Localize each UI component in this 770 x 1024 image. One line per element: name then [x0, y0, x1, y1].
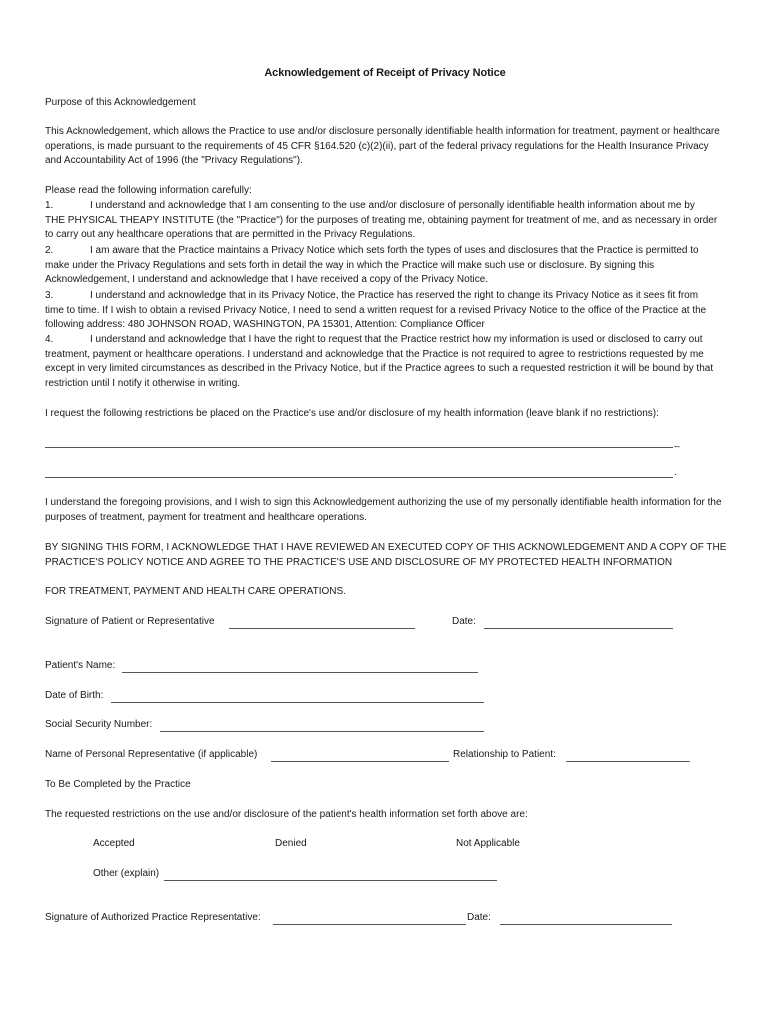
restrictions-request-text: I request the following restrictions be placed on the Practice's use and/or disclosure of my health information (leave blank if no restrictions): [45, 408, 659, 419]
item-rest: THE PHYSICAL THEAPY INSTITUTE (the "Practice") for the purposes of treating me, obtaining payment for treatment of me, and as necessary in order to carry out any healthcare operations that are permitted in the Privacy Regulations. [45, 214, 718, 240]
auth-date-label: Date: [467, 912, 491, 923]
auth-date-line[interactable] [500, 924, 672, 925]
option-not-applicable[interactable]: Not Applicable [456, 838, 520, 849]
item-rest: make under the Privacy Regulations and sets forth in detail the way in which the Practice will make such use or disclosure. By signing this Acknowledgement, I understand and acknowledge that I have received a copy of the Privacy Notice. [45, 259, 655, 285]
caps-statement: BY SIGNING THIS FORM, I ACKNOWLEDGE THAT I HAVE REVIEWED AN EXECUTED COPY OF THIS ACKNOWLEDGEMENT AND A COPY OF THE PRACTICE'S POLICY NOTICE AND AGREE TO THE PRACTICE'S USE AND DISCLOSURE OF MY PROTECTED HEALTH INFORMATION [45, 542, 727, 568]
restrictions-line-2[interactable] [45, 477, 673, 478]
patient-name-line[interactable] [122, 672, 478, 673]
intro-paragraph: This Acknowledgement, which allows the Practice to use and/or disclosure personally identifiable health information for treatment, payment or healthcare operations, is made pursuant to the requirements of 45 CFR §164.520 (c)(2)(ii), part of the federal privacy regulations for the Health Insurance Privacy and Accountability Act of 1996 (the "Privacy Regulations"). [45, 126, 720, 166]
acknowledgement-item-1 [45, 199, 725, 243]
auth-signature-line[interactable] [273, 924, 466, 925]
ssn-label: Social Security Number: [45, 719, 153, 730]
acknowledgement-item-4 [45, 333, 725, 391]
item-first-line: I understand and acknowledge that I have the right to request that the Practice restrict how my information is used or disclosed to carry out [90, 334, 703, 345]
auth-signature-label: Signature of Authorized Practice Representative: [45, 912, 261, 923]
item-first-line: I understand and acknowledge that in its Privacy Notice, the Practice has reserved the right to change its Privacy Notice as it sees fit from [90, 290, 699, 301]
item-first-line: I understand and acknowledge that I am consenting to the use and/or disclosure of personally identifiable health information about me by [90, 200, 695, 211]
other-explain-line[interactable] [164, 880, 497, 881]
acknowledgement-item-3 [45, 289, 725, 333]
date-label: Date: [452, 616, 476, 627]
practice-section-heading: To Be Completed by the Practice [45, 779, 191, 790]
relationship-label: Relationship to Patient: [453, 749, 556, 760]
restrictions-line-2-end: . [674, 467, 677, 478]
dob-line[interactable] [111, 702, 484, 703]
signature-line[interactable] [229, 628, 415, 629]
option-accepted[interactable]: Accepted [93, 838, 135, 849]
rep-name-label: Name of Personal Representative (if applicable) [45, 749, 258, 760]
signature-label: Signature of Patient or Representative [45, 616, 215, 627]
ssn-line[interactable] [160, 731, 484, 732]
item-number: 4. [45, 334, 54, 345]
restrictions-line-1-end: _ [674, 437, 680, 448]
read-carefully-text: Please read the following information carefully: [45, 185, 252, 196]
date-line[interactable] [484, 628, 673, 629]
page-title: Acknowledgement of Receipt of Privacy Notice [264, 67, 506, 79]
item-rest: treatment, payment or healthcare operations. I understand and acknowledge that the Practice is not required to agree to restrictions requested by me except in very limited circumstances as described in the Privacy Notice, but if the Practice agrees to such a requested restriction it will be bound by that restriction until I notify it otherwise in writing. [45, 348, 714, 389]
item-number: 3. [45, 290, 54, 301]
item-first-line: I am aware that the Practice maintains a Privacy Notice which sets forth the types of uses and disclosures that the Practice is permitted to [90, 245, 699, 256]
requested-restrictions-text: The requested restrictions on the use and/or disclosure of the patient's health information set forth above are: [45, 809, 528, 820]
item-rest: time to time. If I wish to obtain a revised Privacy Notice, I need to send a written request for a revised Privacy Notice to the office of the Practice at the following address: 480 JOHNSON ROAD, WASHINGTON, PA 15301, Attention: Compliance Officer [45, 304, 707, 330]
understand-paragraph: I understand the foregoing provisions, and I wish to sign this Acknowledgement authorizing the use of my personally identifiable health information for the purposes of treatment, payment for treatment and healthcare operations. [45, 497, 722, 523]
caps-statement-2: FOR TREATMENT, PAYMENT AND HEALTH CARE OPERATIONS. [45, 586, 346, 597]
acknowledgement-item-2 [45, 244, 725, 288]
other-explain-label: Other (explain) [93, 868, 160, 879]
rep-name-line[interactable] [271, 761, 449, 762]
option-denied[interactable]: Denied [275, 838, 307, 849]
purpose-heading: Purpose of this Acknowledgement [45, 97, 196, 108]
item-number: 2. [45, 245, 54, 256]
dob-label: Date of Birth: [45, 690, 104, 701]
item-number: 1. [45, 200, 54, 211]
patient-name-label: Patient's Name: [45, 660, 116, 671]
relationship-line[interactable] [566, 761, 690, 762]
restrictions-line-1[interactable] [45, 447, 673, 448]
